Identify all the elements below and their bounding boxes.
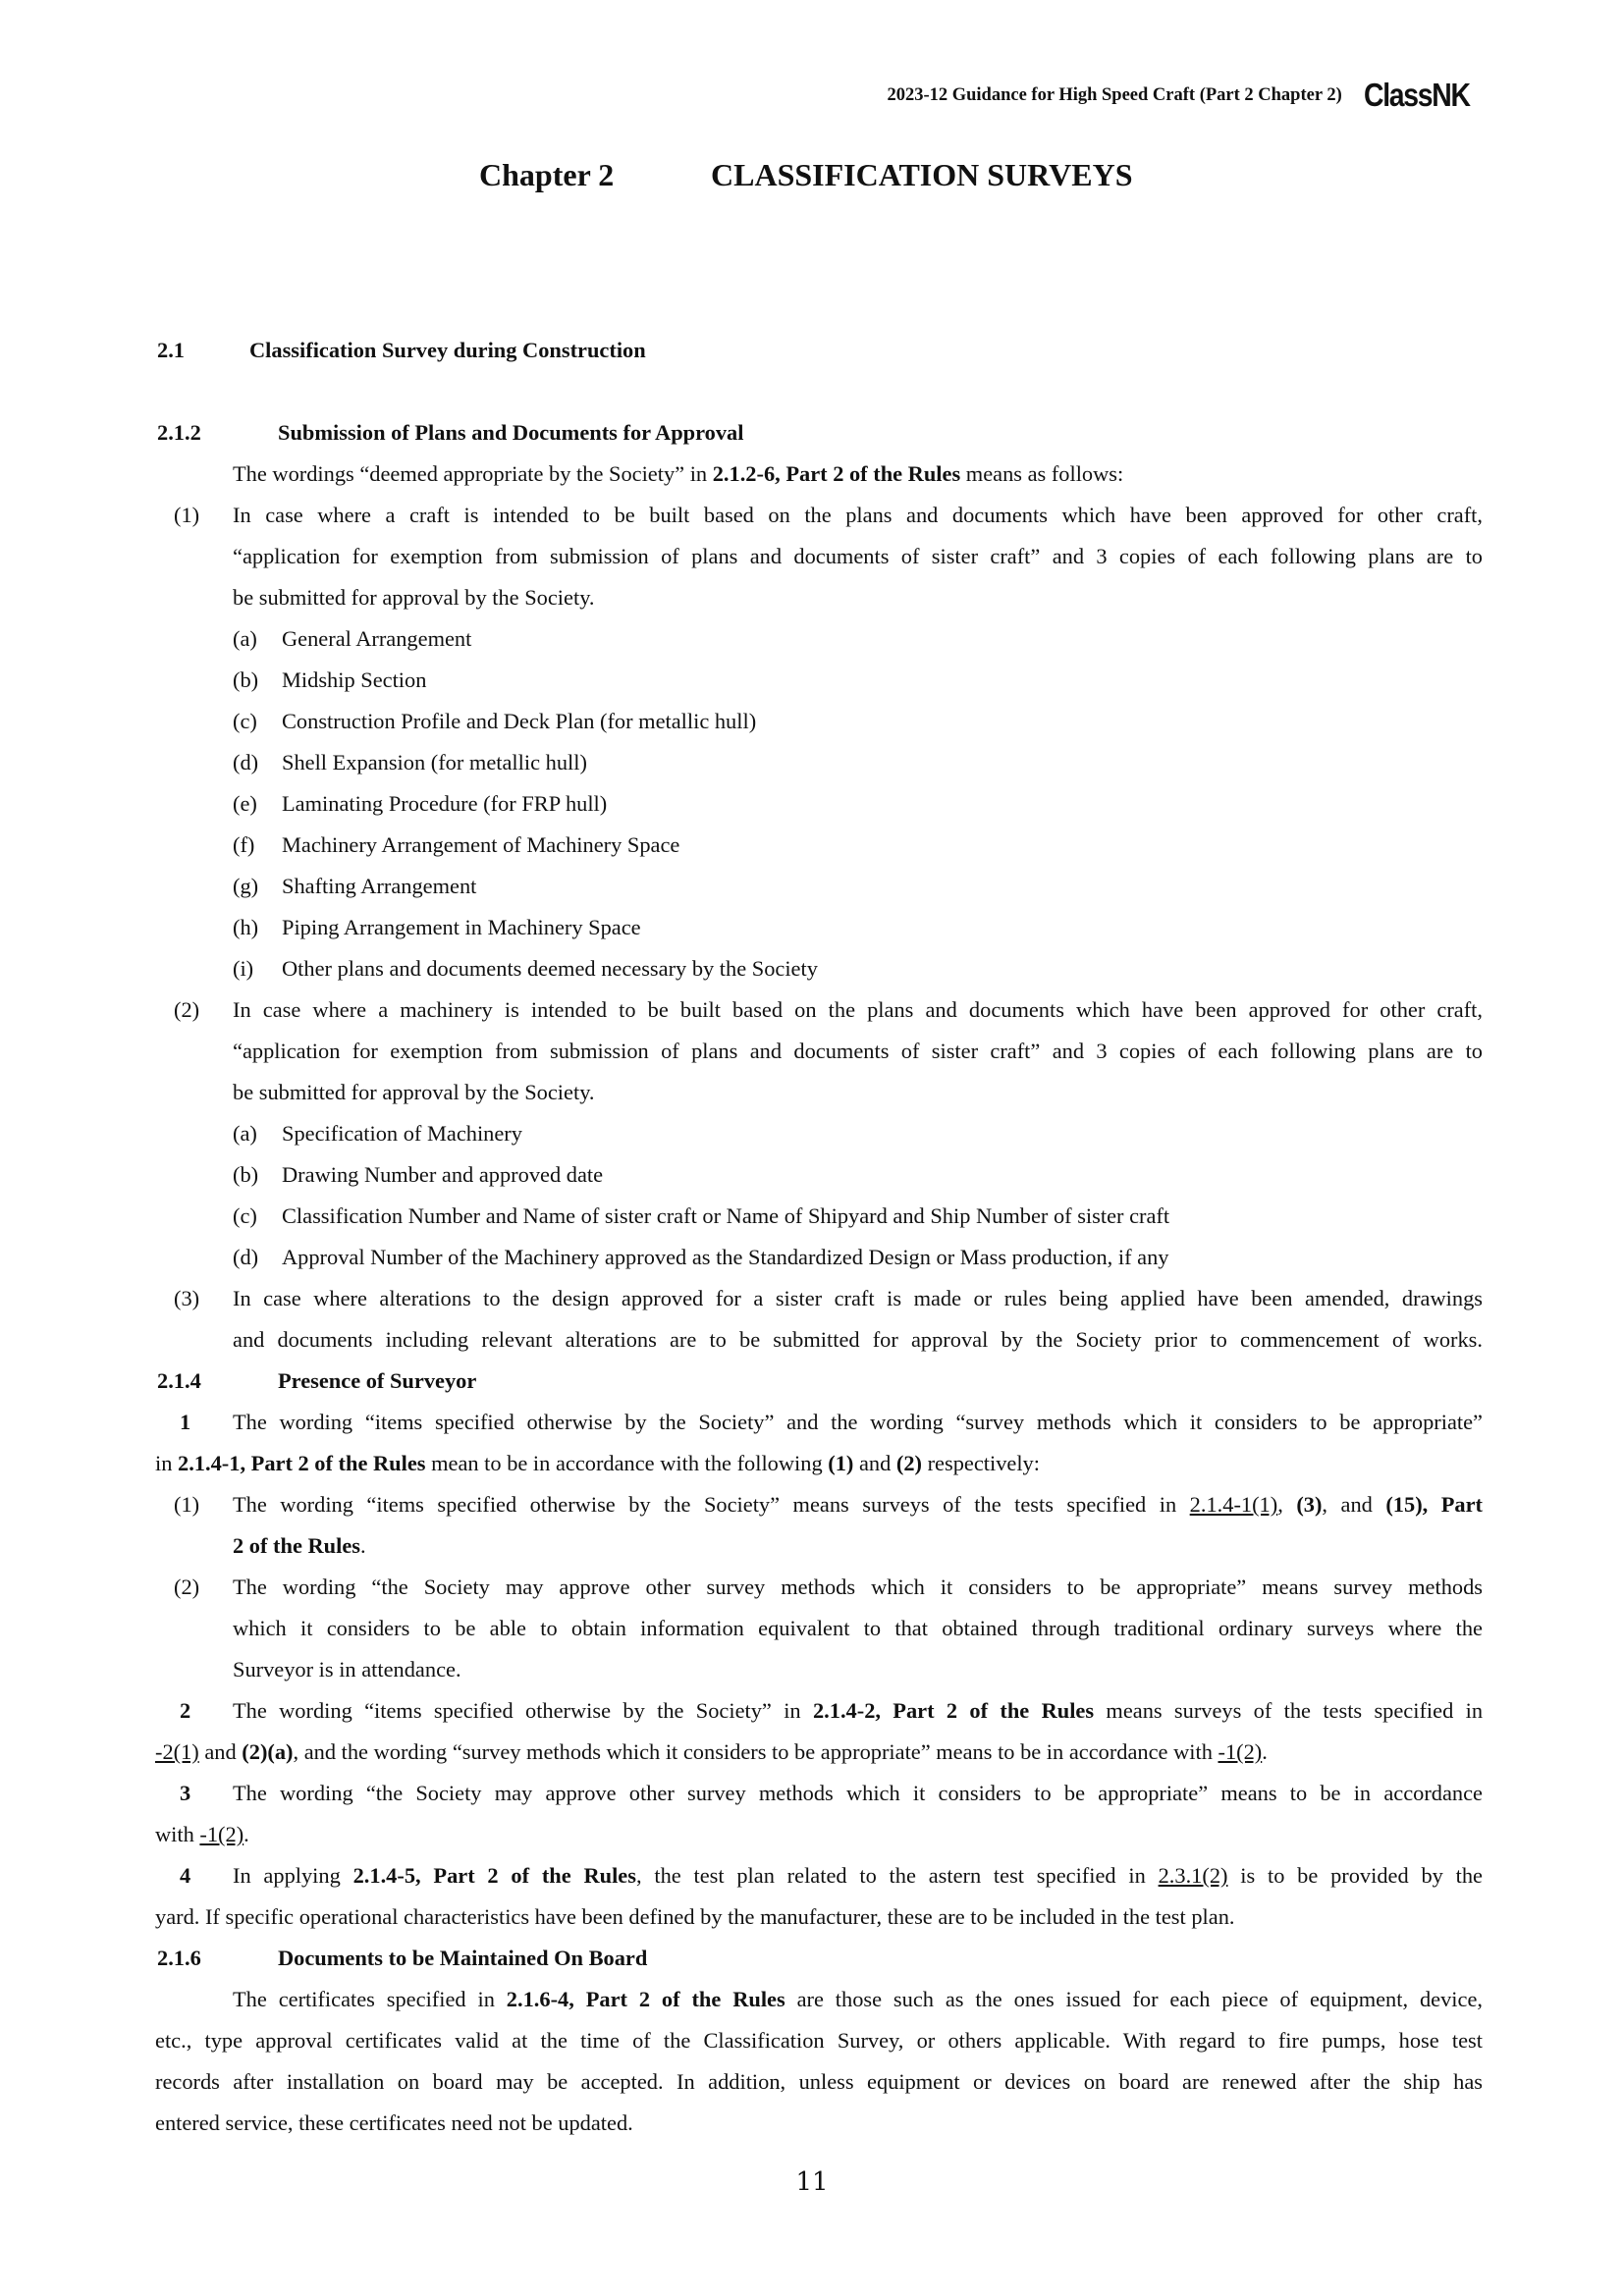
paragraph-1-continuation: in 2.1.4-1, Part 2 of the Rules mean to be in accordance with the following (1) and (2) respectively: (155, 1451, 1040, 1475)
paragraph-4: 4 In applying 2.1.4-5, Part 2 of the Rules, the test plan related to the astern test specified in 2.3.1(2) is to be provided by the (157, 1855, 1483, 1896)
section-title: Classification Survey during Construction (249, 338, 646, 362)
sub-item: (c) Classification Number and Name of sister craft or Name of Shipyard and Ship Number of sister craft (233, 1203, 1170, 1228)
subsection-title: Presence of Surveyor (278, 1368, 477, 1393)
cross-reference-link[interactable]: -2(1) (155, 1739, 199, 1764)
subsection-number: 2.1.6 (157, 1946, 201, 1970)
item-marker: (1) (174, 1492, 200, 1517)
paragraph-number: 1 (180, 1410, 191, 1434)
sub-item: (e) Laminating Procedure (for FRP hull) (233, 791, 608, 816)
subsection-2-1-6-text: The certificates specified in 2.1.6-4, Part 2 of the Rules are those such as the ones issued for each piece of equipment, device, (233, 1987, 1483, 2011)
item-marker: (2) (174, 997, 200, 1022)
paragraph-number: 4 (180, 1863, 191, 1888)
section-number: 2.1 (157, 338, 185, 362)
subsection-title: Documents to be Maintained On Board (278, 1946, 648, 1970)
cross-reference-link[interactable]: -1(2) (1218, 1739, 1263, 1764)
paragraph-1: 1 The wording “items specified otherwise by the Society” and the wording “survey methods which it considers to be appropriate” (157, 1402, 1483, 1443)
cross-reference-link[interactable]: 2.1.4-1(1) (1189, 1492, 1278, 1517)
running-header (887, 77, 1477, 114)
cross-reference-link[interactable]: 2.3.1(2) (1158, 1863, 1228, 1888)
sub-item: (a) Specification of Machinery (233, 1121, 522, 1146)
subsection-number: 2.1.2 (157, 420, 201, 445)
paragraph-number: 2 (180, 1698, 191, 1723)
item-marker: (3) (174, 1286, 200, 1310)
sub-item: (f) Machinery Arrangement of Machinery Space (233, 832, 680, 857)
section-2-1-heading (157, 330, 1483, 371)
paragraph-number: 3 (180, 1781, 191, 1805)
page-number: 11 (795, 2167, 829, 2197)
paragraph-4-continuation: yard. If specific operational characteristics have been defined by the manufacturer, these are to be included in the test plan. (155, 1904, 1235, 1929)
sub-item: (a) General Arrangement (233, 626, 472, 651)
list-item-3: (3) In case where alterations to the design approved for a sister craft is made or rules being applied have been amended, drawings and documents including relevant alterations are to be submitted for approval by the Society prior to commencement of works. (157, 1278, 1483, 1361)
subsection-intro: The wordings “deemed appropriate by the Society” in 2.1.2-6, Part 2 of the Rules means as follows: (233, 461, 1124, 486)
subsection-number: 2.1.4 (157, 1368, 201, 1393)
chapter-number: Chapter 2 (479, 157, 615, 192)
paragraph-2: 2 The wording “items specified otherwise by the Society” in 2.1.4-2, Part 2 of the Rules means surveys of the tests specified in (157, 1690, 1483, 1732)
paragraph-1-item-2: (2) The wording “the Society may approve other survey methods which it considers to be appropriate” means survey methods which it considers to be able to obtain information equivalent to that obtained through traditional ordinary surveys where the Surveyor is in attendance. (157, 1567, 1483, 1690)
document-body: 2.1 Classification Survey during Construction 2.1.2 Submission of Plans and Documents for Approval The wordings “deemed appropriate by the Society” in 2.1.2-6, Part 2 of the Rules means as follows: (1) In case where a craft is intended to be built based on the plans and documents which have been approved for other craft, “application for exemption from submission of plans and documents of sister craft” and 3 copies of each following plans are to be submitted for approval by the Society. (a) General Arrangement (b) Midship Section (c) Construction Profile and Deck Plan (for metallic hull) (d) Shell Expansion (for metallic hull) (e) Laminating Procedure (for FRP hull) (f) Machinery Arrangement of Machinery Space (g) Shafting Arrangement (h) Piping Arrangement in Machinery Space (i) Other plans and documents deemed necessary by the Society (2) In case where a machinery is intended to be built based on the plans and documents which have been approved for other craft, “application for exemption from submission of plans and documents of sister craft” and 3 copies of each following plans are to be submitted for approval by the Society. (a) Specification of Machinery (b) Drawing Number and approved date (c) Classification Number and Name of sister craft or Name of Shipyard and Ship Number of sister craft (d) Approval Number of the Machinery approved as the Standardized Design or Mass production, if any (3) In case where alterations to the design approved for a sister craft is made or rules being applied have been amended, drawings and documents including relevant alterations are to be submitted for approval by the Society prior to commencement of works. 2.1.4 Presence of Surveyor 1 The wording “items specified otherwise by the Society” and the wording “survey methods which it considers to be appropriate” in 2.1.4-1, Part 2 of the Rules mean to be in accordance with the following (1) and (2) respectively: (1) The wording “items specified otherwise by the Society” means surveys of the tests specified in 2.1.4-1(1), (3), and (15), Part 2 of the Rules. (2) The wording “the Society may approve other survey methods which it considers to be appropriate” means survey methods which it considers to be able to obtain information equivalent to that obtained through traditional ordinary surveys where the Surveyor is in attendance. 2 The wording “items specified otherwise by the Society” in 2.1.4-2, Part 2 of the Rules means surveys of the tests specified in -2(1) and (2)(a), and the wording “survey methods which it considers to be appropriate” means to be in accordance with -1(2). 3 The wording “the Society may approve other survey methods which it considers to be appropriate” means to be in accordance with -1(2). 4 In applying 2.1.4-5, Part 2 of the Rules, the test plan related to the astern test specified in 2.3.1(2) is to be provided by the yard. If specific operational characteristics have been defined by the manufacturer, these are to be included in the test plan. 2.1.6 Documents to be Maintained On Board The certificates specified in 2.1.6-4, Part 2 of the Rules are those such as the ones issued for each piece of equipment, device, etc., type approval certificates valid at the time of the Classification Survey, or others applicable. With regard to fire pumps, hose test records after installation on board may be accepted. In addition, unless equipment or devices on board are renewed after the ship has entered service, these certificates need not be updated. (157, 330, 1483, 2144)
classnk-logo: ClassNK (1363, 77, 1470, 113)
subsection-2-1-2-heading (157, 412, 1483, 454)
cross-reference-link[interactable]: -1(2) (199, 1822, 244, 1846)
sub-item: (c) Construction Profile and Deck Plan (for metallic hull) (233, 709, 757, 733)
paragraph-1-item-1: (1) The wording “items specified otherwise by the Society” means surveys of the tests specified in 2.1.4-1(1), (3), and (15), Part 2 of the Rules. (157, 1484, 1483, 1567)
chapter-title: CLASSIFICATION SURVEYS (711, 157, 1133, 192)
subsection-2-1-6-heading (157, 1938, 1483, 1979)
sub-item: (b) Drawing Number and approved date (233, 1162, 604, 1187)
sub-item: (d) Approval Number of the Machinery approved as the Standardized Design or Mass production, if any (233, 1245, 1169, 1269)
sub-item: (d) Shell Expansion (for metallic hull) (233, 750, 587, 774)
list-item-2: (2) In case where a machinery is intended to be built based on the plans and documents which have been approved for other craft, “application for exemption from submission of plans and documents of sister craft” and 3 copies of each following plans are to be submitted for approval by the Society. (157, 989, 1483, 1113)
item-marker: (2) (174, 1575, 200, 1599)
subsection-2-1-4-heading (157, 1361, 1483, 1402)
subsection-title: Submission of Plans and Documents for Approval (278, 420, 744, 445)
sub-item: (i) Other plans and documents deemed necessary by the Society (233, 956, 818, 981)
list-item-1: (1) In case where a craft is intended to be built based on the plans and documents which have been approved for other craft, “application for exemption from submission of plans and documents of sister craft” and 3 copies of each following plans are to be submitted for approval by the Society. (157, 495, 1483, 618)
paragraph-3-continuation: with -1(2). (155, 1822, 249, 1846)
sub-item: (b) Midship Section (233, 667, 427, 692)
paragraph-2-continuation: -2(1) and (2)(a), and the wording “survey methods which it considers to be appropriate” means to be in accordance with -1(2). (155, 1739, 1268, 1764)
sub-item: (g) Shafting Arrangement (233, 874, 477, 898)
paragraph-3: 3 The wording “the Society may approve other survey methods which it considers to be appropriate” means to be in accordance (157, 1773, 1483, 1814)
sub-item: (h) Piping Arrangement in Machinery Space (233, 915, 641, 939)
running-title: 2023-12 Guidance for High Speed Craft (Part 2 Chapter 2) (887, 84, 1342, 105)
item-marker: (1) (174, 503, 200, 527)
